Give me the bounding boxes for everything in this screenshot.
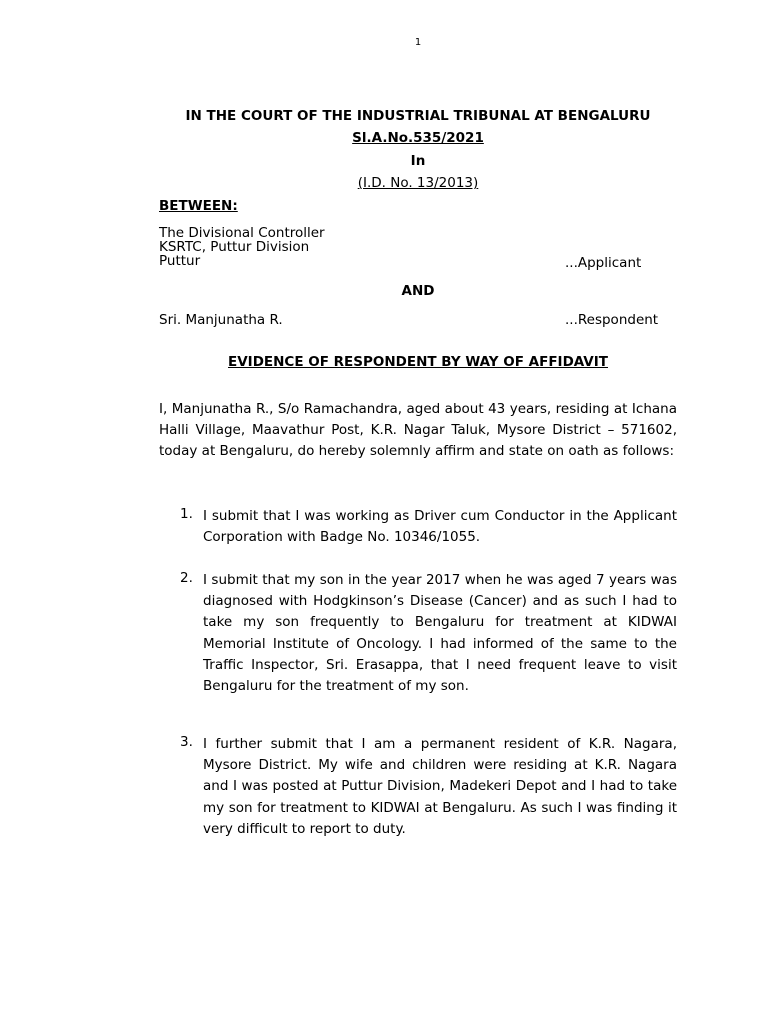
list-item [180, 734, 677, 840]
list-item-text: I further submit that I am a permanent resident of K.R. Nagara, Mysore District. My wife and children were residing at K.R. Nagara and I was posted at Puttur Division, Madekeri Depot and I had to take my son for treatment to KIDWAI at Bengaluru. As such I was finding it very difficult to report to duty. [203, 736, 677, 837]
id-number: (I.D. No. 13/2013) [357, 175, 479, 191]
list-item-text: I submit that my son in the year 2017 when he was aged 7 years was diagnosed with Hodgkinson’s Disease (Cancer) and as such I had to take my son frequently to Bengaluru for treatment at KIDWAI Memorial Institute of Oncology. I had informed of the same to the Traffic Inspector, Sri. Erasappa, that I need frequent leave to visit Bengaluru for the treatment of my son. [203, 572, 677, 695]
list-item-text: I submit that I was working as Driver cum Conductor in the Applicant Corporation with Badge No. 10346/1055. [203, 508, 677, 546]
applicant-line-2: KSRTC, Puttur Division [159, 239, 310, 255]
applicant-line-3: Puttur [159, 253, 201, 269]
and-label: AND [401, 283, 435, 299]
between-label: BETWEEN: [159, 198, 238, 214]
affidavit-heading: EVIDENCE OF RESPONDENT BY WAY OF AFFIDAVIT [228, 354, 608, 370]
in-label: In [410, 153, 426, 169]
applicant-block [159, 226, 325, 268]
respondent-name: Sri. Manjunatha R. [159, 312, 283, 328]
list-item [180, 506, 677, 548]
applicant-line-1: The Divisional Controller [159, 225, 325, 241]
applicant-role: ...Applicant [565, 255, 642, 271]
list-item-number: 2. [180, 570, 193, 586]
respondent-role: ...Respondent [565, 312, 659, 328]
list-item [180, 570, 677, 697]
list-item-number: 3. [180, 734, 193, 750]
intro-paragraph: I, Manjunatha R., S/o Ramachandra, aged about 43 years, residing at Ichana Halli Village, Maavathur Post, K.R. Nagar Taluk, Mysore District – 571602, today at Bengaluru, do hereby solemnly affirm and state on oath as follows: [159, 401, 677, 459]
court-title: IN THE COURT OF THE INDUSTRIAL TRIBUNAL AT BENGALURU [185, 108, 651, 124]
case-number: Sl.A.No.535/2021 [352, 130, 484, 146]
page-number: 1 [414, 37, 422, 48]
list-item-number: 1. [180, 506, 193, 522]
